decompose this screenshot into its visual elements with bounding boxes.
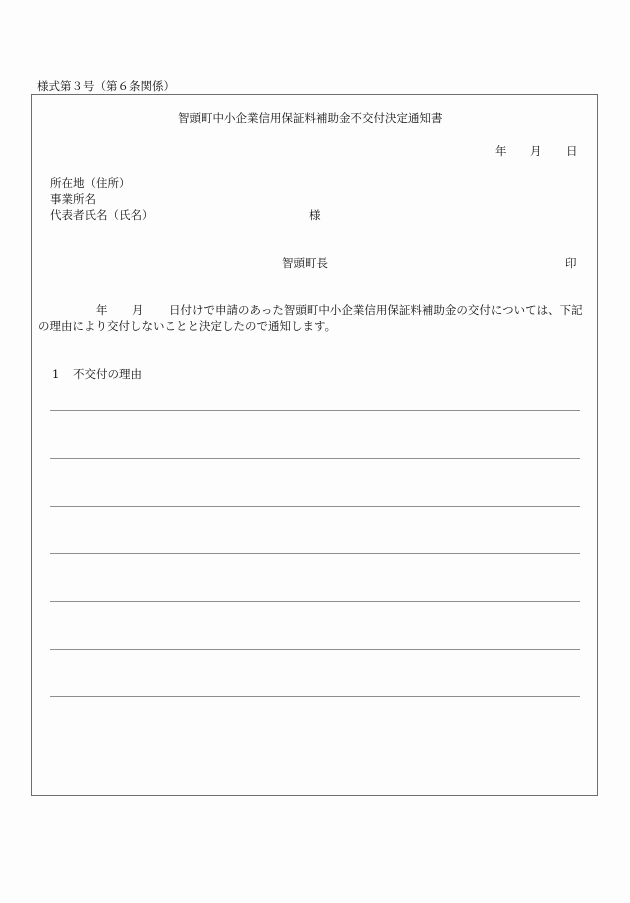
honorific: 様 xyxy=(309,208,321,222)
reason-ruled-line xyxy=(50,696,580,697)
representative-label: 代表者氏名（氏名） xyxy=(50,208,154,222)
reason-ruled-line xyxy=(50,410,580,411)
reason-heading xyxy=(52,367,252,381)
body-text-line-1 xyxy=(38,303,598,317)
reason-ruled-line xyxy=(50,601,580,602)
reason-ruled-line xyxy=(50,649,580,650)
reason-ruled-line xyxy=(50,553,580,554)
document-title: 智頭町中小企業信用保証料補助金不交付決定通知書 xyxy=(178,111,443,125)
seal-mark: 印 xyxy=(565,256,577,270)
date-year-label: 年 xyxy=(495,144,507,158)
body-month-label: 月 xyxy=(132,303,144,317)
body-text-line-2: の理由により交付しないことと決定したので通知します。 xyxy=(38,319,337,333)
reason-ruled-line xyxy=(50,458,580,459)
form-number: 様式第３号（第６条関係） xyxy=(37,79,175,93)
date-month-label: 月 xyxy=(530,144,542,158)
reason-label: 不交付の理由 xyxy=(73,367,142,381)
business-name-label: 事業所名 xyxy=(50,192,96,206)
document-frame xyxy=(31,94,598,796)
date-day-label: 日 xyxy=(566,144,578,158)
issuer-name: 智頭町長 xyxy=(282,256,328,270)
address-label: 所在地（住所） xyxy=(50,176,131,190)
body-text-rest: 日付けで申請のあった智頭町中小企業信用保証料補助金の交付については、下記 xyxy=(169,303,583,317)
reason-number: 1 xyxy=(52,367,60,381)
reason-ruled-line xyxy=(50,506,580,507)
body-year-label: 年 xyxy=(96,303,108,317)
